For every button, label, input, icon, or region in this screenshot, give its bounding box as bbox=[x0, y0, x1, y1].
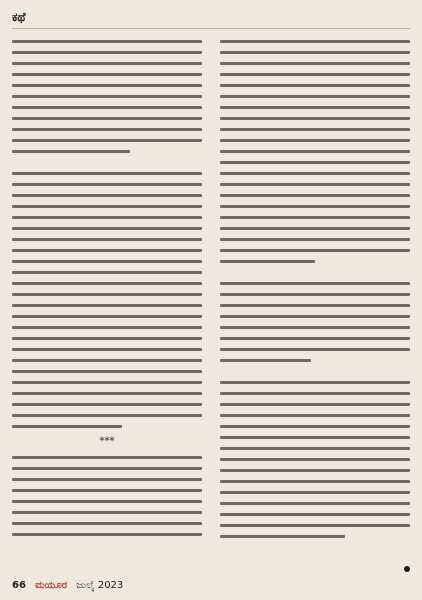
header-rule bbox=[12, 28, 410, 29]
text-line-placeholder bbox=[12, 271, 202, 274]
text-line-placeholder bbox=[220, 205, 410, 208]
text-line-placeholder bbox=[220, 139, 410, 142]
text-line-placeholder bbox=[220, 150, 410, 153]
text-line-placeholder bbox=[220, 491, 410, 494]
text-line-placeholder bbox=[12, 425, 122, 428]
body-paragraph-placeholder bbox=[220, 282, 410, 362]
text-line-placeholder bbox=[220, 117, 410, 120]
text-line-placeholder bbox=[12, 293, 202, 296]
text-line-placeholder bbox=[12, 348, 202, 351]
text-line-placeholder bbox=[12, 238, 202, 241]
text-line-placeholder bbox=[220, 480, 410, 483]
text-line-placeholder bbox=[220, 227, 410, 230]
text-line-placeholder bbox=[12, 337, 202, 340]
section-separator: *** bbox=[99, 436, 115, 447]
text-line-placeholder bbox=[220, 513, 410, 516]
left-column bbox=[12, 40, 202, 570]
text-line-placeholder bbox=[12, 533, 202, 536]
text-line-placeholder bbox=[220, 194, 410, 197]
text-line-placeholder bbox=[12, 150, 130, 153]
text-line-placeholder bbox=[220, 436, 410, 439]
section-tag: ಕಥೆ bbox=[12, 10, 26, 24]
body-paragraph-placeholder bbox=[220, 40, 410, 263]
text-line-placeholder bbox=[12, 172, 202, 175]
text-line-placeholder bbox=[12, 467, 202, 470]
text-line-placeholder bbox=[12, 95, 202, 98]
text-line-placeholder bbox=[220, 392, 410, 395]
text-line-placeholder bbox=[12, 84, 202, 87]
text-line-placeholder bbox=[12, 315, 202, 318]
text-line-placeholder bbox=[220, 469, 410, 472]
text-line-placeholder bbox=[12, 216, 202, 219]
text-line-placeholder bbox=[12, 478, 202, 481]
text-line-placeholder bbox=[220, 260, 315, 263]
text-line-placeholder bbox=[220, 535, 345, 538]
text-line-placeholder bbox=[220, 359, 311, 362]
text-line-placeholder bbox=[12, 370, 202, 373]
text-line-placeholder bbox=[12, 40, 202, 43]
text-line-placeholder bbox=[220, 381, 410, 384]
text-line-placeholder bbox=[12, 128, 202, 131]
text-line-placeholder bbox=[12, 511, 202, 514]
text-line-placeholder bbox=[12, 260, 202, 263]
text-line-placeholder bbox=[12, 62, 202, 65]
text-line-placeholder bbox=[220, 106, 410, 109]
text-line-placeholder bbox=[12, 456, 202, 459]
body-paragraph-placeholder bbox=[12, 172, 202, 428]
text-line-placeholder bbox=[220, 51, 410, 54]
text-line-placeholder bbox=[12, 522, 202, 525]
text-line-placeholder bbox=[12, 249, 202, 252]
text-line-placeholder bbox=[12, 139, 202, 142]
text-line-placeholder bbox=[12, 117, 202, 120]
page-footer bbox=[12, 578, 212, 594]
text-line-placeholder bbox=[12, 227, 202, 230]
text-line-placeholder bbox=[220, 216, 410, 219]
text-line-placeholder bbox=[12, 359, 202, 362]
text-line-placeholder bbox=[220, 293, 410, 296]
text-line-placeholder bbox=[12, 73, 202, 76]
body-paragraph-placeholder bbox=[220, 381, 410, 538]
right-column bbox=[220, 40, 410, 570]
text-line-placeholder bbox=[12, 489, 202, 492]
text-line-placeholder bbox=[220, 172, 410, 175]
text-line-placeholder bbox=[220, 403, 410, 406]
text-line-placeholder bbox=[220, 249, 410, 252]
text-line-placeholder bbox=[12, 304, 202, 307]
text-line-placeholder bbox=[12, 326, 202, 329]
text-line-placeholder bbox=[220, 326, 410, 329]
issue-date: ಜುಲೈ 2023 bbox=[76, 580, 124, 591]
text-line-placeholder bbox=[220, 425, 410, 428]
body-paragraph-placeholder bbox=[12, 40, 202, 153]
text-line-placeholder bbox=[220, 238, 410, 241]
text-line-placeholder bbox=[220, 502, 410, 505]
text-line-placeholder bbox=[220, 183, 410, 186]
text-line-placeholder bbox=[12, 392, 202, 395]
text-line-placeholder bbox=[12, 414, 202, 417]
magazine-name: ಮಯೂರ bbox=[35, 580, 67, 591]
text-line-placeholder bbox=[220, 447, 410, 450]
text-line-placeholder bbox=[220, 73, 410, 76]
text-line-placeholder bbox=[12, 500, 202, 503]
text-line-placeholder bbox=[220, 95, 410, 98]
text-line-placeholder bbox=[220, 524, 410, 527]
text-line-placeholder bbox=[12, 106, 202, 109]
text-line-placeholder bbox=[220, 315, 410, 318]
end-mark-icon bbox=[404, 566, 410, 572]
text-line-placeholder bbox=[220, 304, 410, 307]
section-header bbox=[12, 8, 410, 30]
text-line-placeholder bbox=[220, 458, 410, 461]
text-line-placeholder bbox=[12, 403, 202, 406]
text-line-placeholder bbox=[220, 128, 410, 131]
text-line-placeholder bbox=[12, 183, 202, 186]
text-line-placeholder bbox=[220, 282, 410, 285]
text-line-placeholder bbox=[220, 161, 410, 164]
text-line-placeholder bbox=[12, 381, 202, 384]
text-line-placeholder bbox=[12, 282, 202, 285]
text-line-placeholder bbox=[220, 62, 410, 65]
body-paragraph-placeholder bbox=[12, 456, 202, 536]
text-line-placeholder bbox=[220, 348, 410, 351]
text-line-placeholder bbox=[220, 337, 410, 340]
text-line-placeholder bbox=[12, 205, 202, 208]
page-number: 66 bbox=[12, 580, 26, 591]
text-line-placeholder bbox=[12, 194, 202, 197]
text-line-placeholder bbox=[220, 414, 410, 417]
text-line-placeholder bbox=[12, 51, 202, 54]
text-line-placeholder bbox=[220, 40, 410, 43]
text-line-placeholder bbox=[220, 84, 410, 87]
